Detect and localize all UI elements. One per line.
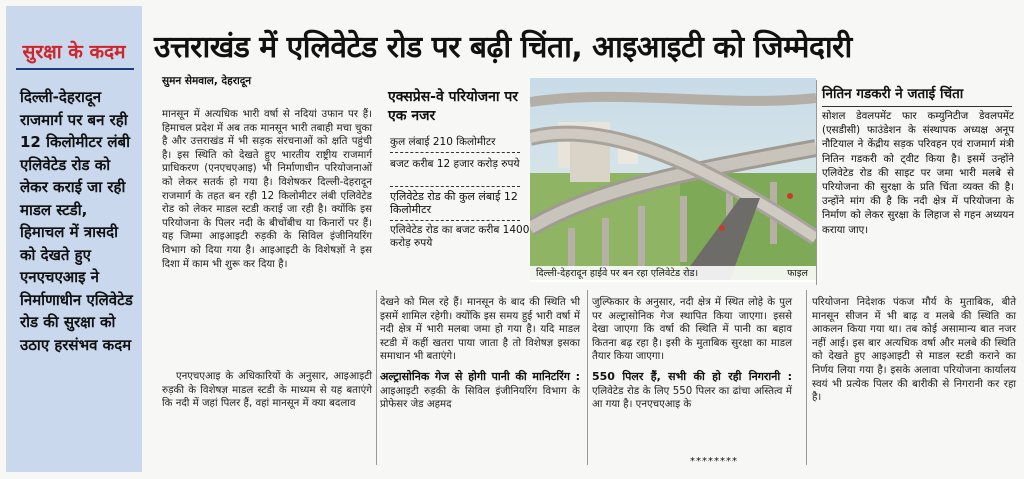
column-divider xyxy=(816,80,817,285)
column-divider xyxy=(587,290,588,465)
gadkari-rule xyxy=(822,106,1012,107)
article-column-1 xyxy=(162,108,372,271)
photo-caption-bar xyxy=(530,266,816,282)
elevated-road-illustration xyxy=(530,78,816,280)
article-column-2 xyxy=(380,296,580,412)
factbox-divider xyxy=(390,152,520,153)
gadkari-box xyxy=(818,80,1016,292)
article-column-4 xyxy=(812,296,1016,405)
column-1-text: मानसून में अत्यधिक भारी वर्षा से नदियां उफान पर हैं। हिमाचल प्रदेश में अब तक मानसून भारी तबाही मचा चुका है और उत्तराखंड में भी सड़क संरचनाओं को क्षति पहुंची है। इस स्थिति को देखते हुए भारतीय राष्ट्रीय राजमार्ग प्राधिकरण (एनएचएआइ) भी निर्माणाधीन परियोजनाओं को लेकर सतर्क हो गया है। विशेषकर दिल्ली-देहरादून राजमार्ग के तहत बन रही 12 किलोमीटर लंबी एलिवेटेड रोड को लेकर माडल स्टडी कराई जा रही है। क्योंकि इस परियोजना के पिलर नदी के बीचोंबीच या किनारों पर हैं। यह जिम्मा आइआइटी रुड़की के सिविल इंजीनियरिंग विभाग को दिया गया है। आइआइटी के विशेषज्ञों ने इस दिशा में काम भी शुरू कर दिया है। xyxy=(162,109,372,270)
photo-credit: फाइल xyxy=(787,268,808,279)
factbox-divider xyxy=(390,186,520,187)
column-divider xyxy=(376,290,377,465)
article-column-1-continued xyxy=(162,370,372,411)
column-4-text: परियोजना निदेशक पंकज मौर्य के मुताबिक, बीते मानसून सीजन में भी बाढ़ व मलबे की स्थिति का आकलन किया गया था। तब कोई असामान्य बात नजर नहीं आई। इस बार अत्यधिक वर्षा और मलबे की स्थिति को देखते हुए आइआइटी से माडल स्टडी कराने का निर्णय लिया गया है। इसके अलावा परियोजना कार्यालय स्वयं भी प्रत्येक पिलर की बारीकी से निगरानी कर रहा है। xyxy=(812,297,1016,404)
photo-caption: दिल्ली-देहरादून हाईवे पर बन रहा एलिवेटेड रोड। xyxy=(536,268,699,279)
factbox-item: एलिवेटेड रोड की कुल लंबाई 12 किलोमीटर xyxy=(390,190,518,216)
column-1b-text: एनएचएआइ के अधिकारियों के अनुसार, आइआइटी रुड़की के विशेषज्ञ माडल स्टडी के माध्यम से यह बताएंगे कि नदी में जहां पिलर हैं, वहां मानसून में क्या बदलाव xyxy=(162,371,372,410)
column-3-para xyxy=(592,370,792,412)
column-3-text: जुल्फिकार के अनुसार, नदी क्षेत्र में स्थित लोहे के पुल पर अल्ट्रासोनिक गेज स्थापित किया जाएगा। इससे देखा जाएगा कि वर्षा की स्थिति में पानी का बहाव कितना बढ़ रहा है। इसी के मुताबिक सुरक्षा का माडल तैयार किया जाएगा। xyxy=(592,297,792,363)
byline: सुमन सेमवाल, देहरादून xyxy=(162,75,252,87)
factbox-item: कुल लंबाई 210 किलोमीटर xyxy=(390,136,496,148)
column-divider xyxy=(806,290,807,465)
factbox-item: बजट करीब 12 हजार करोड़ रुपये xyxy=(390,158,520,170)
sidebar-title: सुरक्षा के कदम xyxy=(22,41,126,63)
end-marker: ******** xyxy=(690,456,738,467)
elevated-road-photo xyxy=(530,78,816,280)
sidebar-rule xyxy=(16,68,134,70)
gadkari-title: नितिन गडकरी ने जताई चिंता xyxy=(822,86,964,102)
column-2-para xyxy=(380,370,580,412)
sidebar-text: दिल्ली-देहरादून राजमार्ग पर बन रही 12 किलोमीटर लंबी एलिवेटेड रोड को लेकर कराई जा रही माडल स्टडी, हिमाचल में त्रासदी को देखते हुए एनएचएआइ ने निर्माणाधीन एलिवेटेड रोड की सुरक्षा को उठाए हरसंभव कदम xyxy=(20,88,133,354)
factbox xyxy=(378,78,528,260)
column-2-text: देखने को मिल रहे हैं। मानसून के बाद की स्थिति भी इसमें शामिल रहेगी। क्योंकि इस समय हुई भारी वर्षा में नदी क्षेत्र में भारी मलबा जमा हो गया है। यदि माडल स्टडी में कहीं खतरा पाया जाता है तो विशेषज्ञ इसका समाधान भी बताएंगे। xyxy=(380,297,580,363)
article-column-3 xyxy=(592,296,792,412)
factbox-title: एक्सप्रेस-वे परियोजना पर एक नजर xyxy=(388,89,519,124)
gadkari-text: सोशल डेवलपमेंट फार कम्युनिटीज डेवलपमेंट (एसडीसी) फाउंडेशन के संस्थापक अध्यक्ष अनूप नौटियाल ने केंद्रीय सड़क परिवहन एवं राजमार्ग मंत्री नितिन गडकरी को ट्वीट किया है। इसमें उन्होंने एलिवेटेड रोड की साइट पर जमा भारी मलबे से परियोजना की सुरक्षा के प्रति चिंता व्यक्त की है। उन्होंने मांग की है कि नदी क्षेत्र में परियोजना के निर्माण को लेकर सुरक्षा के लिहाज से गहन अध्ययन कराया जाए। xyxy=(822,111,1014,236)
factbox-divider xyxy=(390,220,520,221)
column-2b-text: आइआइटी रुड़की के सिविल इंजीनियरिंग विभाग के प्रोफेसर जेड अहमद xyxy=(380,385,580,411)
factbox-item: एलिवेटेड रोड का बजट करीब 1400 करोड़ रुपये xyxy=(390,224,530,249)
column-3-subhead: 550 पिलर हैं, सभी की हो रही निगरानी : xyxy=(592,369,792,383)
column-2-subhead: अल्ट्रासोनिक गेज से होगी पानी की मानिटरिंग : xyxy=(380,369,580,383)
sidebar-box xyxy=(6,6,142,472)
column-3b-text: एलिवेटेड रोड के लिए 550 पिलर का ढांचा अस्तित्व में आ गया है। एनएचएआइ के xyxy=(592,385,792,411)
headline: उत्तराखंड में एलिवेटेड रोड पर बढ़ी चिंता, आइआइटी को जिम्मेदारी xyxy=(154,30,852,65)
